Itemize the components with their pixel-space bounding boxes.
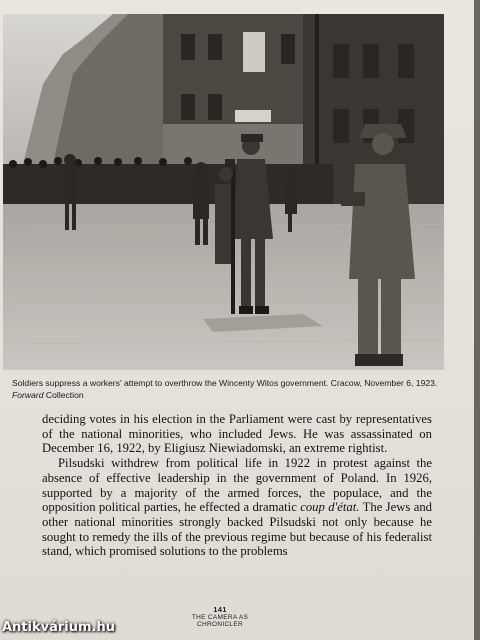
running-footer-line-2: CHRONICLER <box>197 621 243 628</box>
paragraph-2 <box>42 456 432 559</box>
paragraph-1: deciding votes in his election in the Parliament were cast by representatives of the national minorities, who included Jews. He was assassinated on December 16, 1922, by Eligiusz Niewiadomski, an extreme rightist. <box>42 412 432 456</box>
running-footer-line-1: THE CAMERA AS <box>191 613 249 621</box>
paragraph-2-text: Pilsudski withdrew from political life in 1922 in protest against the absence of effective leadership in the government of Poland. In 1926, supported by a majority of the armed forces, the populace, and the opposition political parties, he effected a dramatic <box>42 456 432 515</box>
paragraph-2-italic: coup d'état. <box>300 500 360 515</box>
historical-photograph <box>3 14 444 370</box>
page-number: 141 <box>213 605 227 614</box>
caption-credit-source: Forward <box>12 390 44 400</box>
page-edge <box>474 0 480 640</box>
soldiers-street-photo <box>3 14 444 370</box>
caption-text: Soldiers suppress a workers' attempt to overthrow the Wincenty Witos government. Cracow, November 6, 1923. <box>12 378 438 388</box>
body-text <box>42 412 432 559</box>
watermark: Antikvárium.hu <box>2 620 115 635</box>
photo-caption <box>12 377 442 401</box>
caption-credit-tail: Collection <box>43 390 84 400</box>
paragraph-2-continuation: The Jews and other national minorities strongly backed Pilsudski not only because he sought to remedy the ills of the previous regime but because of his federalist stand, which promised solutions to the problems <box>42 500 433 559</box>
page-folio <box>150 606 290 629</box>
